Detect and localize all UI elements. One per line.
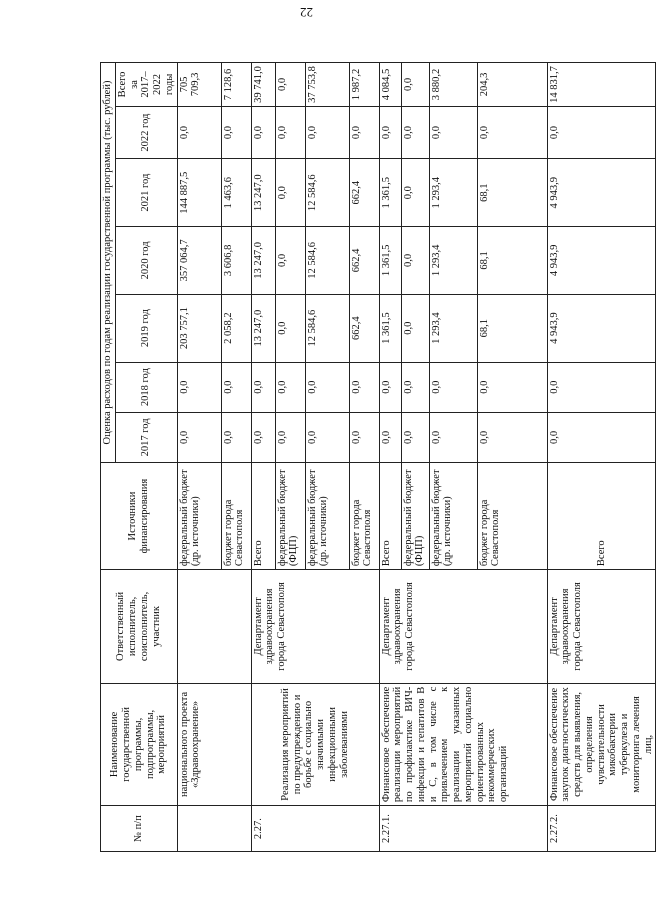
row-value: 0,0 — [547, 362, 656, 412]
row-name: национального проекта «Здравоохранение» — [177, 683, 251, 805]
header-year: 2017 год — [115, 412, 177, 462]
row-value: 4 943,9 — [547, 159, 656, 227]
row-source: федеральный бюджет (др. источники) — [177, 463, 221, 570]
row-value: 12 584,6 — [305, 159, 349, 227]
header-sources: Источники финансирования — [101, 463, 178, 570]
row-total: 1 987,2 — [349, 63, 379, 107]
row-value: 0,0 — [305, 106, 349, 158]
row-value: 0,0 — [401, 159, 429, 227]
row-value: 662,4 — [349, 294, 379, 362]
row-value: 4 943,9 — [547, 294, 656, 362]
row-value: 13 247,0 — [251, 227, 275, 295]
row-source: Всего — [251, 463, 275, 570]
rotated-table-area — [100, 62, 654, 852]
row-value: 0,0 — [349, 412, 379, 462]
row-value: 0,0 — [401, 106, 429, 158]
row-value: 0,0 — [275, 159, 305, 227]
row-total: 3 880,2 — [429, 63, 477, 107]
row-executor: Департамент здравоохранения города Севастополя — [547, 570, 656, 684]
row-value: 0,0 — [477, 412, 547, 462]
row-value: 0,0 — [401, 294, 429, 362]
row-num: 2.27.1. — [379, 806, 547, 852]
row-value: 0,0 — [401, 362, 429, 412]
row-source: Всего — [379, 463, 401, 570]
row-source: федеральный бюджет (ФЦП) — [275, 463, 305, 570]
row-value: 662,4 — [349, 227, 379, 295]
row-value: 0,0 — [477, 362, 547, 412]
row-value: 0,0 — [177, 362, 221, 412]
header-executor: Ответственный исполнитель, соисполнитель, участник — [101, 570, 178, 684]
row-value: 0,0 — [547, 412, 656, 462]
row-value: 0,0 — [429, 412, 477, 462]
row-value: 0,0 — [251, 106, 275, 158]
row-value: 2 058,2 — [221, 294, 251, 362]
header-year: 2019 год — [115, 294, 177, 362]
row-value: 203 757,1 — [177, 294, 221, 362]
row-value: 0,0 — [275, 294, 305, 362]
row-total: 7 128,6 — [221, 63, 251, 107]
table-row — [547, 63, 656, 852]
row-value: 0,0 — [305, 412, 349, 462]
row-value: 68,1 — [477, 294, 547, 362]
row-value: 0,0 — [379, 106, 401, 158]
row-name: Финансовое обеспечение реализации мероприятий по профилактике ВИЧ-инфекции и гепатитов В и С, в том числе с привлечением к реализации указанных мероприятий социально ориентированных некоммерческих организаций — [379, 683, 547, 805]
row-value: 0,0 — [477, 106, 547, 158]
row-total: 37 753,8 — [305, 63, 349, 107]
row-value: 0,0 — [221, 362, 251, 412]
row-value: 1 361,5 — [379, 294, 401, 362]
table-row — [177, 63, 221, 852]
row-executor: Департамент здравоохранения города Севастополя — [251, 570, 379, 684]
row-value: 0,0 — [429, 106, 477, 158]
row-value: 0,0 — [177, 412, 221, 462]
row-value: 12 584,6 — [305, 294, 349, 362]
row-total: 0,0 — [275, 63, 305, 107]
row-value: 0,0 — [401, 227, 429, 295]
row-value: 144 887,5 — [177, 159, 221, 227]
header-total: Всего за 2017–2022 годы — [115, 63, 177, 107]
page-number: 22 — [300, 5, 313, 20]
row-value: 0,0 — [275, 227, 305, 295]
row-value: 357 064,7 — [177, 227, 221, 295]
row-num: 2.27. — [251, 806, 379, 852]
row-value: 0,0 — [251, 362, 275, 412]
row-source: федеральный бюджет (ФЦП) — [401, 463, 429, 570]
header-year: 2018 год — [115, 362, 177, 412]
header-num: № п/п — [101, 806, 178, 852]
header-year: 2020 год — [115, 227, 177, 295]
row-total: 204,3 — [477, 63, 547, 107]
row-value: 0,0 — [221, 412, 251, 462]
row-value: 0,0 — [547, 106, 656, 158]
row-value: 0,0 — [275, 362, 305, 412]
row-value: 0,0 — [379, 412, 401, 462]
row-value: 0,0 — [305, 362, 349, 412]
row-value: 0,0 — [349, 106, 379, 158]
row-num: 2.27.2. — [547, 806, 656, 852]
row-value: 13 247,0 — [251, 294, 275, 362]
row-value: 1 361,5 — [379, 227, 401, 295]
row-source: бюджет города Севастополя — [477, 463, 547, 570]
row-value: 68,1 — [477, 227, 547, 295]
row-value: 0,0 — [177, 106, 221, 158]
row-value: 0,0 — [275, 106, 305, 158]
row-value: 0,0 — [275, 412, 305, 462]
row-total: 39 741,0 — [251, 63, 275, 107]
row-source: бюджет города Севастополя — [221, 463, 251, 570]
header-estimate: Оценка расходов по годам реализации государственной программы (тыс. рублей) — [101, 63, 116, 463]
row-num — [177, 806, 251, 852]
row-value: 4 943,9 — [547, 227, 656, 295]
row-value: 68,1 — [477, 159, 547, 227]
header-year: 2022 год — [115, 106, 177, 158]
row-value: 1 293,4 — [429, 294, 477, 362]
row-name: Финансовое обеспечение закупок диагностических средств для выявления, определения чувствительности микобактерии туберкулеза и мониторинга лечения лиц, — [547, 683, 656, 805]
budget-table — [100, 62, 656, 852]
row-value: 0,0 — [379, 362, 401, 412]
row-value: 662,4 — [349, 159, 379, 227]
row-value: 0,0 — [349, 362, 379, 412]
row-value: 0,0 — [251, 412, 275, 462]
row-total: 0,0 — [401, 63, 429, 107]
row-source: Всего — [547, 463, 656, 570]
row-value: 1 361,5 — [379, 159, 401, 227]
row-value: 0,0 — [401, 412, 429, 462]
row-executor: Департамент здравоохранения города Севастополя — [379, 570, 547, 684]
header-name: Наименование государственной программы, подпрограммы, мероприятий — [101, 683, 178, 805]
row-source: федеральный бюджет (др. источники) — [429, 463, 477, 570]
table-row — [379, 63, 401, 852]
row-value: 13 247,0 — [251, 159, 275, 227]
header-year: 2021 год — [115, 159, 177, 227]
row-value: 1 293,4 — [429, 227, 477, 295]
row-executor — [177, 570, 251, 684]
row-value: 0,0 — [429, 362, 477, 412]
row-value: 3 606,8 — [221, 227, 251, 295]
row-name: Реализация мероприятий по предупреждению и борьбе с социально значимыми инфекционными заболеваниями — [251, 683, 379, 805]
row-value: 1 293,4 — [429, 159, 477, 227]
row-total: 705 709,3 — [177, 63, 221, 107]
row-source: федеральный бюджет (др. источники) — [305, 463, 349, 570]
row-total: 14 831,7 — [547, 63, 656, 107]
row-total: 4 084,5 — [379, 63, 401, 107]
row-value: 1 463,6 — [221, 159, 251, 227]
row-value: 0,0 — [221, 106, 251, 158]
table-row — [251, 63, 275, 852]
row-value: 12 584,6 — [305, 227, 349, 295]
row-source: бюджет города Севастополя — [349, 463, 379, 570]
